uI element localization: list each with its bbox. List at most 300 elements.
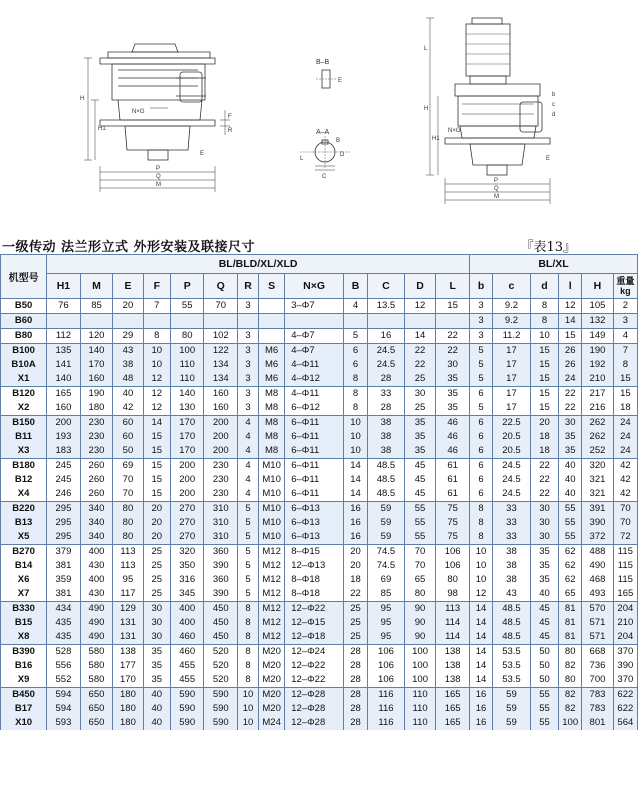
right-label-q: Q <box>494 186 499 192</box>
value-cell: 10 <box>238 702 259 716</box>
value-cell: 35 <box>404 430 435 444</box>
value-cell: 460 <box>170 630 204 645</box>
value-cell: 6–Φ13 <box>285 502 344 517</box>
value-cell: 61 <box>436 459 470 474</box>
table-row <box>1 602 638 617</box>
value-cell: 6 <box>343 358 367 372</box>
value-cell: 10 <box>238 688 259 703</box>
value-cell: 62 <box>559 573 582 587</box>
value-cell: 46 <box>436 444 470 459</box>
value-cell: 42 <box>113 401 143 416</box>
table-row <box>1 473 638 487</box>
value-cell: 38 <box>113 358 143 372</box>
value-cell: 2 <box>613 299 637 314</box>
value-cell: 24 <box>613 430 637 444</box>
value-cell: 230 <box>80 444 113 459</box>
value-cell: 112 <box>47 329 81 344</box>
right-label-h: H <box>424 106 429 112</box>
value-cell: 200 <box>170 487 204 502</box>
value-cell: 170 <box>80 358 113 372</box>
value-cell: 590 <box>204 702 238 716</box>
value-cell: 30 <box>436 358 470 372</box>
value-cell: 4–Φ11 <box>285 358 344 372</box>
value-cell: 9.2 <box>493 314 531 329</box>
value-cell: 81 <box>559 602 582 617</box>
value-cell: 468 <box>582 573 613 587</box>
value-cell: 200 <box>47 416 81 431</box>
value-cell: 580 <box>80 673 113 688</box>
value-cell: M10 <box>259 459 285 474</box>
value-cell: 35 <box>436 387 470 402</box>
value-cell: 6 <box>470 444 493 459</box>
value-cell: 390 <box>204 587 238 602</box>
value-cell: 29 <box>113 329 143 344</box>
value-cell: 270 <box>170 530 204 545</box>
value-cell: 210 <box>582 372 613 387</box>
value-cell: 55 <box>404 502 435 517</box>
table-row <box>1 530 638 545</box>
value-cell: 520 <box>204 645 238 660</box>
value-cell: 13.5 <box>368 299 405 314</box>
value-cell: 110 <box>170 358 204 372</box>
value-cell: 736 <box>582 659 613 673</box>
table-row <box>1 688 638 703</box>
value-cell: M6 <box>259 372 285 387</box>
value-cell: 11.2 <box>493 329 531 344</box>
value-cell: 3 <box>238 387 259 402</box>
model-cell: B390 <box>1 645 47 660</box>
value-cell: 552 <box>47 673 81 688</box>
value-cell: 12–Φ28 <box>285 716 344 730</box>
label-p: P <box>156 166 161 172</box>
value-cell: 141 <box>47 358 81 372</box>
value-cell: 12 <box>470 587 493 602</box>
value-cell: 6–Φ11 <box>285 416 344 431</box>
table-row <box>1 487 638 502</box>
right-label-b: b <box>552 92 556 98</box>
model-cell: B120 <box>1 387 47 402</box>
value-cell: 310 <box>204 516 238 530</box>
value-cell: 106 <box>436 545 470 560</box>
section-aa-l: L <box>300 156 304 162</box>
value-cell: 70 <box>204 299 238 314</box>
model-cell: B220 <box>1 502 47 517</box>
section-aa-b: B <box>336 138 341 144</box>
value-cell: 4 <box>238 444 259 459</box>
value-cell: 35 <box>143 645 170 660</box>
value-cell: 45 <box>404 473 435 487</box>
value-cell: 183 <box>47 444 81 459</box>
value-cell: 65 <box>404 573 435 587</box>
value-cell: 20.5 <box>493 430 531 444</box>
value-cell: 490 <box>80 602 113 617</box>
value-cell: 90 <box>404 630 435 645</box>
value-cell: 8 <box>238 616 259 630</box>
value-cell: 55 <box>559 502 582 517</box>
value-cell: 55 <box>530 716 558 730</box>
value-cell: 590 <box>170 716 204 730</box>
value-cell: 180 <box>113 702 143 716</box>
value-cell: 6–Φ13 <box>285 530 344 545</box>
value-cell: 6 <box>470 487 493 502</box>
value-cell: 210 <box>613 616 637 630</box>
value-cell: 20 <box>343 559 367 573</box>
value-cell <box>343 314 367 329</box>
value-cell: 82 <box>559 688 582 703</box>
table-row <box>1 344 638 359</box>
value-cell: 38 <box>368 416 405 431</box>
value-cell: 16 <box>470 702 493 716</box>
value-cell: 200 <box>170 473 204 487</box>
value-cell: 35 <box>559 444 582 459</box>
table-row <box>1 416 638 431</box>
value-cell: M8 <box>259 401 285 416</box>
value-cell: 200 <box>170 459 204 474</box>
value-cell: M10 <box>259 516 285 530</box>
table-row <box>1 645 638 660</box>
value-cell: 4–Φ7 <box>285 329 344 344</box>
value-cell: 75 <box>436 516 470 530</box>
value-cell: 74.5 <box>368 545 405 560</box>
model-cell: B12 <box>1 473 47 487</box>
value-cell: 246 <box>47 487 81 502</box>
value-cell: 114 <box>436 630 470 645</box>
value-cell: 24 <box>613 416 637 431</box>
section-bb-drawing <box>316 59 342 88</box>
value-cell: 5 <box>238 502 259 517</box>
value-cell: M10 <box>259 530 285 545</box>
value-cell: 43 <box>113 344 143 359</box>
value-cell: 80 <box>436 573 470 587</box>
model-cell: X8 <box>1 630 47 645</box>
value-cell: 10 <box>343 430 367 444</box>
value-cell: 55 <box>559 516 582 530</box>
value-cell: 134 <box>204 358 238 372</box>
table-row <box>1 573 638 587</box>
value-cell: 170 <box>170 444 204 459</box>
value-cell: 370 <box>613 673 637 688</box>
right-label-e: E <box>546 156 551 162</box>
value-cell: 80 <box>113 516 143 530</box>
value-cell: 110 <box>404 702 435 716</box>
value-cell: 15 <box>613 372 637 387</box>
value-cell: 570 <box>582 602 613 617</box>
value-cell: 15 <box>143 487 170 502</box>
value-cell: 30 <box>143 630 170 645</box>
value-cell: 204 <box>613 602 637 617</box>
model-cell: B16 <box>1 659 47 673</box>
value-cell: 400 <box>80 573 113 587</box>
value-cell: 59 <box>368 516 405 530</box>
value-cell: 45 <box>404 487 435 502</box>
value-cell: 6–Φ12 <box>285 401 344 416</box>
weight-header <box>613 274 637 299</box>
value-cell: 590 <box>204 716 238 730</box>
value-cell: M10 <box>259 487 285 502</box>
value-cell: 14 <box>143 416 170 431</box>
value-cell: 70 <box>613 516 637 530</box>
value-cell: 28 <box>343 702 367 716</box>
value-cell: 45 <box>530 630 558 645</box>
value-cell: 100 <box>404 673 435 688</box>
value-cell: 12 <box>404 299 435 314</box>
value-cell: 106 <box>368 645 405 660</box>
value-cell: 160 <box>204 401 238 416</box>
left-view-drawing <box>80 44 233 192</box>
value-cell: 10 <box>470 573 493 587</box>
value-cell: 75 <box>436 502 470 517</box>
value-cell: 8 <box>238 630 259 645</box>
column-header: b <box>470 274 493 299</box>
value-cell: 25 <box>343 616 367 630</box>
label-r: R <box>228 128 233 134</box>
value-cell: 4 <box>238 416 259 431</box>
value-cell: M10 <box>259 473 285 487</box>
value-cell: 80 <box>113 530 143 545</box>
section-bb-e: E <box>338 78 343 84</box>
value-cell: 38 <box>493 573 531 587</box>
value-cell: 24 <box>613 444 637 459</box>
value-cell: 50 <box>530 659 558 673</box>
value-cell: 310 <box>204 530 238 545</box>
value-cell: 260 <box>80 473 113 487</box>
value-cell: 622 <box>613 702 637 716</box>
value-cell: 493 <box>582 587 613 602</box>
value-cell: 24.5 <box>493 459 531 474</box>
value-cell: 14 <box>559 314 582 329</box>
value-cell: 6 <box>343 344 367 359</box>
value-cell: 80 <box>404 587 435 602</box>
label-q: Q <box>156 174 161 180</box>
value-cell: 20 <box>143 502 170 517</box>
value-cell: 10 <box>343 444 367 459</box>
value-cell: 4–Φ7 <box>285 344 344 359</box>
value-cell: 6–Φ11 <box>285 430 344 444</box>
model-cell: X9 <box>1 673 47 688</box>
value-cell: 14 <box>470 659 493 673</box>
value-cell: 3 <box>238 329 259 344</box>
value-cell: M6 <box>259 344 285 359</box>
value-cell: 28 <box>368 372 405 387</box>
value-cell: 594 <box>47 688 81 703</box>
column-header: E <box>113 274 143 299</box>
value-cell: M20 <box>259 659 285 673</box>
value-cell <box>204 314 238 329</box>
value-cell: 20 <box>343 545 367 560</box>
value-cell: 35 <box>143 659 170 673</box>
value-cell: 17 <box>493 401 531 416</box>
value-cell: 15 <box>530 344 558 359</box>
value-cell: 245 <box>47 473 81 487</box>
dimension-table <box>0 254 638 730</box>
value-cell: 571 <box>582 630 613 645</box>
value-cell: 170 <box>113 673 143 688</box>
value-cell: 340 <box>80 502 113 517</box>
right-label-nxg: N×G <box>448 128 461 134</box>
column-header: F <box>143 274 170 299</box>
value-cell: 8–Φ18 <box>285 573 344 587</box>
value-cell: 38 <box>493 545 531 560</box>
value-cell: 6 <box>470 387 493 402</box>
value-cell: 295 <box>47 530 81 545</box>
value-cell: 650 <box>80 688 113 703</box>
column-header: C <box>368 274 405 299</box>
value-cell: 28 <box>343 716 367 730</box>
value-cell: 170 <box>170 430 204 444</box>
value-cell: 55 <box>530 702 558 716</box>
column-header: Q <box>204 274 238 299</box>
value-cell: M20 <box>259 702 285 716</box>
value-cell: 20 <box>113 299 143 314</box>
value-cell: 61 <box>436 473 470 487</box>
right-label-d: d <box>552 112 556 118</box>
model-cell: B330 <box>1 602 47 617</box>
value-cell: 455 <box>170 673 204 688</box>
value-cell <box>238 314 259 329</box>
value-cell: 230 <box>204 487 238 502</box>
value-cell: 85 <box>368 587 405 602</box>
value-cell: 5 <box>238 545 259 560</box>
value-cell: 10 <box>470 545 493 560</box>
value-cell: 3 <box>238 372 259 387</box>
value-cell: 668 <box>582 645 613 660</box>
value-cell: 590 <box>170 702 204 716</box>
value-cell: 5 <box>470 358 493 372</box>
column-header: d <box>530 274 558 299</box>
value-cell: 80 <box>113 502 143 517</box>
value-cell: 320 <box>170 545 204 560</box>
value-cell: 6 <box>470 430 493 444</box>
right-label-p: P <box>494 178 499 184</box>
value-cell: 48.5 <box>493 616 531 630</box>
value-cell: 70 <box>113 487 143 502</box>
value-cell: 360 <box>204 573 238 587</box>
value-cell: 3 <box>238 358 259 372</box>
value-cell: 140 <box>170 387 204 402</box>
value-cell: 564 <box>613 716 637 730</box>
model-cell: B80 <box>1 329 47 344</box>
value-cell: 22 <box>404 358 435 372</box>
value-cell: 488 <box>582 545 613 560</box>
value-cell: 69 <box>113 459 143 474</box>
value-cell: M10 <box>259 502 285 517</box>
value-cell: 120 <box>80 329 113 344</box>
value-cell: 28 <box>343 659 367 673</box>
table-row <box>1 545 638 560</box>
value-cell: 435 <box>47 616 81 630</box>
weight-label: 重量 <box>616 276 635 286</box>
value-cell: 12–Φ15 <box>285 616 344 630</box>
value-cell: 170 <box>170 416 204 431</box>
value-cell: 12 <box>559 299 582 314</box>
model-cell: X5 <box>1 530 47 545</box>
value-cell: 30 <box>143 616 170 630</box>
value-cell: 20 <box>530 416 558 431</box>
value-cell: 14 <box>470 616 493 630</box>
value-cell <box>80 314 113 329</box>
value-cell: 180 <box>113 688 143 703</box>
value-cell: 70 <box>113 473 143 487</box>
value-cell: 30 <box>143 602 170 617</box>
value-cell: 8 <box>613 358 637 372</box>
value-cell <box>285 314 344 329</box>
value-cell: 80 <box>559 645 582 660</box>
value-cell: 25 <box>143 573 170 587</box>
value-cell: 6–Φ11 <box>285 487 344 502</box>
value-cell: 131 <box>113 630 143 645</box>
value-cell: 25 <box>343 602 367 617</box>
value-cell: 129 <box>113 602 143 617</box>
value-cell: 95 <box>368 616 405 630</box>
value-cell: 35 <box>530 559 558 573</box>
value-cell: 321 <box>582 473 613 487</box>
value-cell: 16 <box>343 530 367 545</box>
value-cell: 10 <box>530 329 558 344</box>
value-cell: 12 <box>143 372 170 387</box>
value-cell: 122 <box>204 344 238 359</box>
column-header: H1 <box>47 274 81 299</box>
value-cell: 8 <box>530 299 558 314</box>
value-cell: 12–Φ24 <box>285 645 344 660</box>
model-cell: B100 <box>1 344 47 359</box>
value-cell: 60 <box>113 416 143 431</box>
value-cell: 106 <box>368 659 405 673</box>
value-cell <box>259 299 285 314</box>
value-cell: 3 <box>613 314 637 329</box>
model-cell: X2 <box>1 401 47 416</box>
value-cell: 340 <box>80 516 113 530</box>
value-cell: 90 <box>404 616 435 630</box>
value-cell: 14 <box>470 602 493 617</box>
model-header: 机型号 <box>1 255 47 299</box>
value-cell: 12 <box>143 401 170 416</box>
value-cell: 6–Φ11 <box>285 473 344 487</box>
value-cell: 15 <box>143 459 170 474</box>
value-cell: 55 <box>530 688 558 703</box>
value-cell: 460 <box>170 645 204 660</box>
value-cell: 4–Φ11 <box>285 387 344 402</box>
table-row <box>1 616 638 630</box>
value-cell: 70 <box>404 545 435 560</box>
value-cell: 430 <box>80 587 113 602</box>
value-cell: M20 <box>259 645 285 660</box>
value-cell: 24.5 <box>493 487 531 502</box>
value-cell: 310 <box>204 502 238 517</box>
value-cell: 28 <box>343 645 367 660</box>
value-cell: 5 <box>238 516 259 530</box>
value-cell: 245 <box>47 459 81 474</box>
value-cell: 25 <box>143 559 170 573</box>
value-cell: 5 <box>470 344 493 359</box>
value-cell: 316 <box>170 573 204 587</box>
value-cell: 321 <box>582 487 613 502</box>
value-cell: 295 <box>47 516 81 530</box>
column-header: P <box>170 274 204 299</box>
value-cell: 252 <box>582 444 613 459</box>
value-cell: 33 <box>493 516 531 530</box>
value-cell: M12 <box>259 545 285 560</box>
value-cell: 48.5 <box>368 473 405 487</box>
value-cell: 5 <box>470 401 493 416</box>
value-cell: 3 <box>238 401 259 416</box>
value-cell: 59 <box>493 688 531 703</box>
value-cell: 24 <box>559 372 582 387</box>
value-cell: 105 <box>582 299 613 314</box>
value-cell: 15 <box>143 473 170 487</box>
value-cell: 20.5 <box>493 444 531 459</box>
table-row <box>1 430 638 444</box>
value-cell: 48.5 <box>493 602 531 617</box>
